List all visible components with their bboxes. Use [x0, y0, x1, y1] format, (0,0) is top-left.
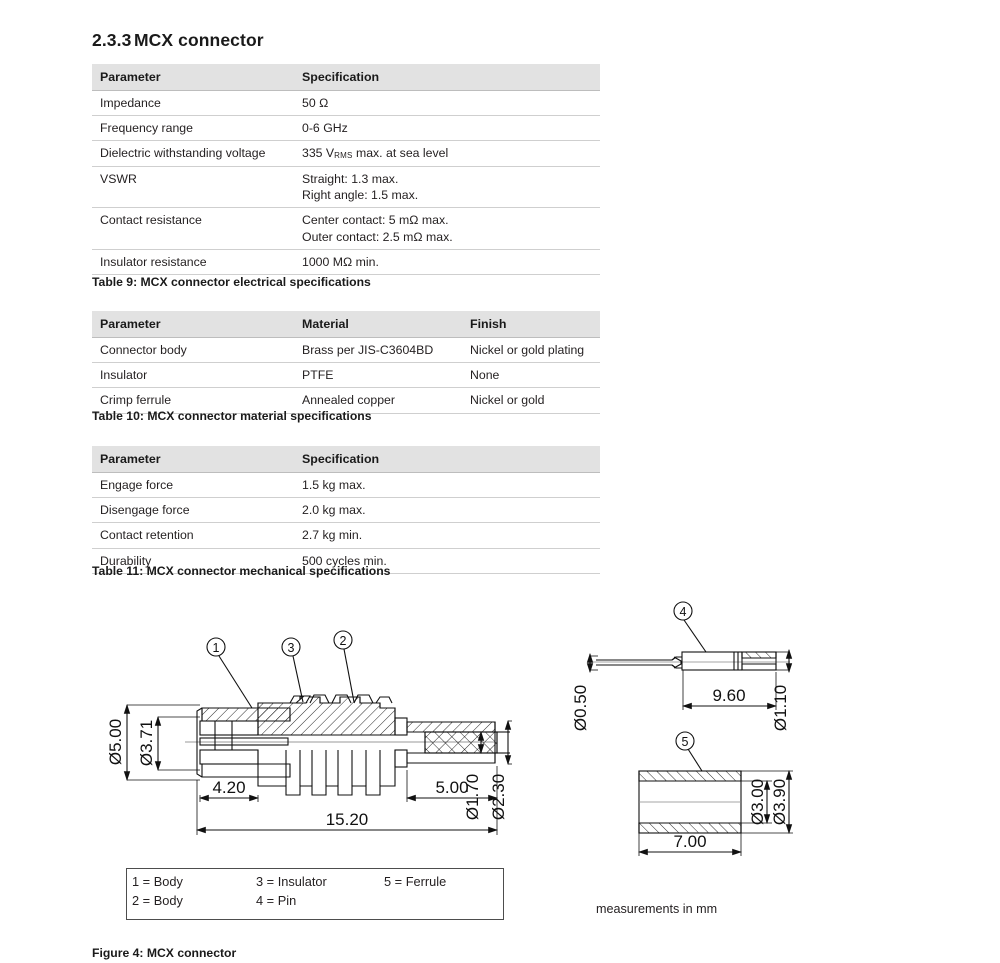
section-title: MCX connector — [134, 30, 264, 50]
table-caption-mechanical: Table 11: MCX connector mechanical specifications — [92, 564, 391, 578]
cell-specification: 1.5 kg max. — [294, 473, 600, 498]
table-row — [92, 338, 600, 363]
cell-material: Annealed copper — [294, 388, 462, 413]
cell-parameter: Contact retention — [92, 523, 294, 548]
legend-item: 2 = Body — [132, 893, 183, 908]
dimension-pin-dia-tip: Ø0.50 — [571, 684, 590, 732]
spec-line: Center contact: 5 mΩ max. — [302, 213, 449, 228]
dimension-length-total: 15.20 — [325, 810, 369, 829]
figure-caption: Figure 4: MCX connector — [92, 946, 237, 960]
dimension-pin-dia-body: Ø1.10 — [771, 684, 790, 732]
table-caption-electrical: Table 9: MCX connector electrical specifications — [92, 275, 371, 289]
measurement-units-note: measurements in mm — [596, 902, 718, 916]
page-title — [92, 30, 264, 51]
cell-material: PTFE — [294, 363, 462, 388]
cell-specification: 500 cycles min. — [294, 548, 600, 573]
column-header-parameter: Parameter — [92, 64, 294, 91]
column-header-specification: Specification — [294, 446, 600, 473]
cell-parameter: Insulator resistance — [92, 249, 294, 274]
cell-parameter: Dielectric withstanding voltage — [92, 141, 294, 167]
table-caption-material: Table 10: MCX connector material specifications — [92, 409, 372, 423]
dimension-dia-small: Ø1.70 — [463, 773, 482, 821]
table-header-row — [92, 311, 600, 338]
cell-parameter: VSWR — [92, 166, 294, 207]
figure-mcx-connector-drawing — [0, 590, 1000, 890]
cell-finish: Nickel or gold — [462, 388, 600, 413]
spec-line: Outer contact: 2.5 mΩ max. — [302, 229, 453, 244]
column-header-finish: Finish — [462, 311, 600, 338]
legend-item: 5 = Ferrule — [384, 874, 447, 889]
cell-material: Brass per JIS-C3604BD — [294, 338, 462, 363]
cell-parameter: Engage force — [92, 473, 294, 498]
table-row — [92, 208, 600, 249]
table-material-specifications — [92, 311, 600, 414]
cell-specification — [294, 141, 600, 167]
spec-value-subscript: RMS — [334, 151, 353, 161]
dimension-dia-inner: Ø3.71 — [137, 719, 156, 767]
table-electrical-specifications — [92, 64, 600, 275]
cell-specification — [294, 208, 600, 249]
cell-specification — [294, 166, 600, 207]
cell-parameter: Insulator — [92, 363, 294, 388]
balloon-label-5: 5 — [681, 735, 689, 749]
table-row — [92, 166, 600, 207]
column-header-specification: Specification — [294, 64, 600, 91]
table-row — [92, 91, 600, 116]
cell-parameter: Contact resistance — [92, 208, 294, 249]
table-row — [92, 141, 600, 167]
dimension-ferrule-length: 7.00 — [673, 832, 707, 851]
cell-specification: 2.7 kg min. — [294, 523, 600, 548]
cell-parameter: Connector body — [92, 338, 294, 363]
cell-parameter: Frequency range — [92, 116, 294, 141]
dimension-length-front: 4.20 — [212, 778, 246, 797]
legend-item: 1 = Body — [132, 874, 183, 889]
cell-parameter: Durability — [92, 548, 294, 573]
dimension-dia-mid: Ø2.30 — [489, 773, 508, 821]
legend-item: 4 = Pin — [256, 893, 297, 908]
balloon-label-3: 3 — [287, 641, 295, 655]
column-header-material: Material — [294, 311, 462, 338]
dimension-ferrule-dia-inner: Ø3.00 — [748, 778, 767, 826]
balloon-label-2: 2 — [339, 634, 347, 648]
cell-parameter: Crimp ferrule — [92, 388, 294, 413]
cell-specification: 2.0 kg max. — [294, 498, 600, 523]
dimension-pin-length: 9.60 — [712, 686, 746, 705]
spec-line: Right angle: 1.5 max. — [302, 188, 419, 203]
balloon-label-1: 1 — [212, 641, 220, 655]
column-header-parameter: Parameter — [92, 446, 294, 473]
cell-specification: 1000 MΩ min. — [294, 249, 600, 274]
cell-parameter: Impedance — [92, 91, 294, 116]
dimension-ferrule-dia-outer: Ø3.90 — [770, 778, 789, 826]
table-row — [92, 473, 600, 498]
table-header-row — [92, 446, 600, 473]
cell-finish: None — [462, 363, 600, 388]
cell-parameter: Disengage force — [92, 498, 294, 523]
dimension-dia-outer: Ø5.00 — [106, 718, 125, 766]
section-number: 2.3.3 — [92, 30, 132, 50]
table-mechanical-specifications — [92, 446, 600, 574]
cell-specification: 50 Ω — [294, 91, 600, 116]
connector-drawing-svg — [0, 590, 1000, 890]
spec-line: Straight: 1.3 max. — [302, 171, 399, 186]
spec-value-suffix: max. at sea level — [352, 146, 449, 161]
table-row — [92, 116, 600, 141]
table-row — [92, 498, 600, 523]
table-row — [92, 249, 600, 274]
dimension-length-rear: 5.00 — [435, 778, 469, 797]
table-header-row — [92, 64, 600, 91]
table-row — [92, 363, 600, 388]
balloon-label-4: 4 — [679, 605, 687, 619]
cell-specification: 0-6 GHz — [294, 116, 600, 141]
table-row — [92, 523, 600, 548]
legend-item: 3 = Insulator — [256, 874, 327, 889]
cell-finish: Nickel or gold plating — [462, 338, 600, 363]
spec-value-prefix: 335 V — [302, 146, 335, 161]
column-header-parameter: Parameter — [92, 311, 294, 338]
